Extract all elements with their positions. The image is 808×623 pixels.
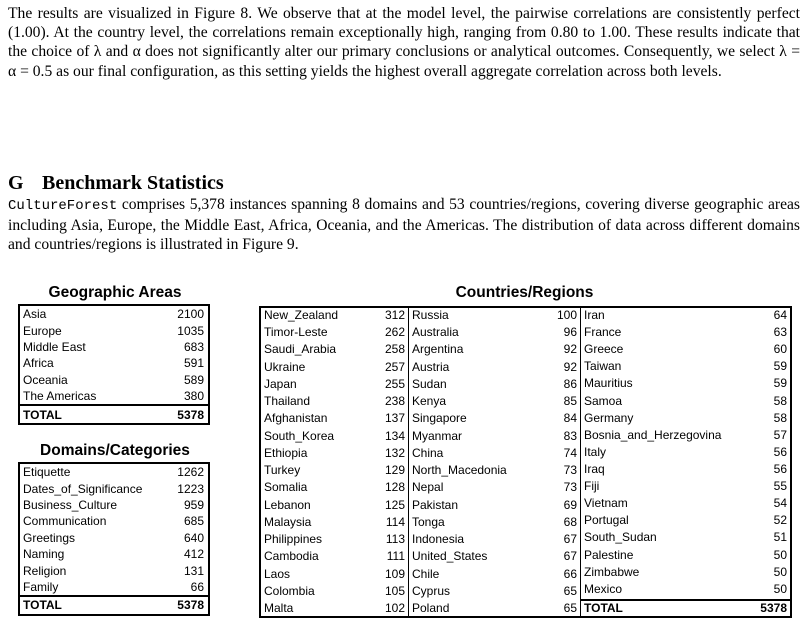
row-value: 83 <box>563 428 577 443</box>
row-label: Samoa <box>584 393 623 408</box>
row-value: 84 <box>563 411 577 426</box>
table-row <box>19 513 209 529</box>
intro-paragraph: The results are visualized in Figure 8. We observe that at the model level, the pairwise correlations are consistently perfect (1.00). At the country level, the correlations remain exceptionally high, ranging from 0.80 to 1.00. These results indicate that the choice of λ and α does not significantly alter our primary conclusions or analytical outcomes. Consequently, we select λ = α = 0.5 as our final configuration, as this setting yields the highest overall aggregate correlation across both levels. <box>8 5 800 80</box>
table-row <box>19 339 209 355</box>
row-value: 380 <box>183 389 204 404</box>
table-row <box>19 480 209 496</box>
row-value: 86 <box>563 376 577 391</box>
dataset-name: CultureForest <box>8 198 118 214</box>
row-value: 1262 <box>177 465 204 480</box>
row-label: Communication <box>23 514 107 529</box>
table-row <box>409 446 580 461</box>
row-value: 258 <box>384 342 405 357</box>
row-value: 54 <box>773 496 787 511</box>
table-row <box>261 411 408 426</box>
table-row <box>19 305 209 322</box>
table-row <box>581 445 790 460</box>
row-label: Business_Culture <box>23 497 118 512</box>
table-row <box>19 546 209 562</box>
total-value: 5378 <box>760 600 787 615</box>
row-value: 131 <box>183 563 204 578</box>
row-value: 66 <box>563 566 577 581</box>
row-label: Bosnia_and_Herzegovina <box>584 427 722 442</box>
table-row <box>581 462 790 477</box>
row-value: 85 <box>563 394 577 409</box>
row-value: 137 <box>384 411 405 426</box>
row-value: 113 <box>385 532 405 547</box>
row-label: Turkey <box>264 463 301 478</box>
row-value: 55 <box>773 479 787 494</box>
benchmark-paragraph-text: comprises 5,378 instances spanning 8 domains and 53 countries/regions, covering diverse geographic areas including Asia, Europe, the Middle East, Africa, Oceania, and the Americas. The distribution of data across different domains and countries/regions is illustrated in Figure 9. <box>8 196 800 254</box>
total-label: TOTAL <box>19 405 152 423</box>
row-value: 59 <box>773 359 787 374</box>
table-row <box>581 376 790 391</box>
table-row <box>581 513 790 528</box>
row-label: Malaysia <box>264 514 312 529</box>
row-label: Russia <box>412 308 449 322</box>
table-row <box>409 429 580 444</box>
row-value: 96 <box>563 325 577 340</box>
table-row <box>261 549 408 564</box>
row-value: 56 <box>773 444 787 459</box>
table-row <box>409 308 580 323</box>
row-label: South_Sudan <box>584 530 657 545</box>
table-row <box>409 532 580 547</box>
row-label: Ukraine <box>264 359 306 374</box>
table-row <box>409 342 580 357</box>
row-label: Philippines <box>264 532 323 547</box>
row-label: Family <box>23 579 59 594</box>
row-value: 114 <box>385 514 405 529</box>
section-heading <box>8 172 224 195</box>
row-label: Saudi_Arabia <box>264 342 337 357</box>
row-label: Naming <box>23 547 65 562</box>
benchmark-paragraph <box>8 195 800 255</box>
table-row <box>261 498 408 513</box>
table-row <box>19 562 209 578</box>
row-value: 312 <box>384 308 405 322</box>
countries-column-3 <box>580 308 790 616</box>
total-label: TOTAL <box>19 596 168 614</box>
row-label: Indonesia <box>412 532 465 547</box>
row-label: Mexico <box>584 581 623 596</box>
row-value: 50 <box>773 564 787 579</box>
row-value: 58 <box>773 410 787 425</box>
row-label: Argentina <box>412 342 464 357</box>
row-value: 65 <box>563 583 577 598</box>
row-value: 52 <box>773 513 787 528</box>
row-value: 640 <box>183 530 204 545</box>
row-value: 59 <box>773 376 787 391</box>
row-value: 1035 <box>177 323 204 338</box>
row-value: 683 <box>183 339 204 354</box>
row-label: Cyprus <box>412 583 451 598</box>
row-label: Fiji <box>584 479 600 494</box>
table-row <box>19 463 209 480</box>
row-label: Afghanistan <box>264 411 328 426</box>
row-label: Asia <box>23 307 47 322</box>
section-title: Benchmark Statistics <box>42 172 224 194</box>
row-label: Palestine <box>584 547 634 562</box>
row-value: 60 <box>773 342 787 357</box>
row-value: 66 <box>190 579 204 594</box>
total-row <box>19 596 209 614</box>
table-row <box>261 601 408 616</box>
table-row <box>409 567 580 582</box>
row-label: Iran <box>584 308 605 322</box>
row-label: Sudan <box>412 376 447 391</box>
geo-table-title: Geographic Areas <box>48 284 182 301</box>
total-value: 5378 <box>152 405 209 423</box>
table-row <box>581 530 790 545</box>
table-row <box>581 411 790 426</box>
row-value: 63 <box>773 325 787 340</box>
row-value: 125 <box>384 497 405 512</box>
table-row <box>409 584 580 599</box>
row-label: Greece <box>584 342 624 357</box>
table-row <box>261 463 408 478</box>
row-label: Malta <box>264 600 294 615</box>
row-label: Pakistan <box>412 497 459 512</box>
table-row <box>261 480 408 495</box>
row-value: 132 <box>384 445 405 460</box>
table-row <box>261 446 408 461</box>
countries-column-2 <box>408 308 580 616</box>
row-value: 92 <box>563 342 577 357</box>
row-value: 64 <box>773 308 787 322</box>
table-row <box>261 532 408 547</box>
table-row <box>581 496 790 511</box>
row-label: Mauritius <box>584 376 633 391</box>
row-label: France <box>584 325 622 340</box>
row-label: Japan <box>264 376 297 391</box>
table-row <box>581 548 790 563</box>
row-label: Zimbabwe <box>584 564 640 579</box>
row-value: 959 <box>183 497 204 512</box>
row-label: Poland <box>412 600 450 615</box>
row-label: Singapore <box>412 411 467 426</box>
row-value: 128 <box>384 480 405 495</box>
domains-table-title: Domains/Categories <box>40 442 190 459</box>
table-row <box>19 372 209 388</box>
row-value: 105 <box>384 583 405 598</box>
row-value: 1223 <box>177 481 204 496</box>
table-row <box>261 429 408 444</box>
table-row <box>581 342 790 357</box>
row-value: 74 <box>563 445 577 460</box>
row-value: 65 <box>563 600 577 615</box>
table-row <box>581 479 790 494</box>
row-value: 92 <box>563 359 577 374</box>
countries-table <box>259 306 792 618</box>
table-row <box>19 579 209 596</box>
row-value: 51 <box>773 530 787 545</box>
table-row <box>261 360 408 375</box>
row-value: 262 <box>384 325 405 340</box>
total-value: 5378 <box>168 596 209 614</box>
table-row <box>409 463 580 478</box>
table-row <box>261 325 408 340</box>
table-row <box>409 515 580 530</box>
row-label: Kenya <box>412 394 447 409</box>
countries-table-title: Countries/Regions <box>455 284 594 301</box>
table-row <box>409 325 580 340</box>
table-row <box>581 428 790 443</box>
row-label: Dates_of_Significance <box>23 481 143 496</box>
table-row <box>261 342 408 357</box>
row-value: 50 <box>773 547 787 562</box>
row-label: Colombia <box>264 583 315 598</box>
row-label: Europe <box>23 323 62 338</box>
table-row <box>261 567 408 582</box>
row-label: New_Zealand <box>264 308 339 322</box>
row-label: South_Korea <box>264 428 335 443</box>
table-row <box>19 530 209 546</box>
row-label: Austria <box>412 359 450 374</box>
table-row <box>409 549 580 564</box>
row-value: 589 <box>183 372 204 387</box>
table-row <box>409 480 580 495</box>
row-label: Tonga <box>412 514 445 529</box>
row-label: Taiwan <box>584 359 622 374</box>
row-label: Germany <box>584 410 634 425</box>
row-label: Australia <box>412 325 459 340</box>
table-row <box>409 377 580 392</box>
row-value: 73 <box>563 480 577 495</box>
row-label: Portugal <box>584 513 629 528</box>
table-row <box>19 322 209 338</box>
table-row <box>261 515 408 530</box>
row-label: Nepal <box>412 480 444 495</box>
row-label: Myanmar <box>412 428 463 443</box>
row-label: Thailand <box>264 394 311 409</box>
row-value: 257 <box>384 359 405 374</box>
row-label: Timor-Leste <box>264 325 328 340</box>
total-row <box>581 599 790 616</box>
row-value: 2100 <box>177 307 204 322</box>
row-value: 67 <box>563 549 577 564</box>
row-value: 129 <box>384 463 405 478</box>
table-row <box>409 360 580 375</box>
table-row <box>581 565 790 580</box>
table-row <box>409 498 580 513</box>
row-value: 111 <box>386 549 405 564</box>
row-value: 238 <box>384 394 405 409</box>
table-row <box>261 394 408 409</box>
row-label: Ethiopia <box>264 445 308 460</box>
row-label: Oceania <box>23 372 68 387</box>
countries-column-1 <box>261 308 408 616</box>
row-label: Religion <box>23 563 67 578</box>
row-label: Etiquette <box>23 465 71 480</box>
row-label: Greetings <box>23 530 76 545</box>
table-row <box>409 601 580 616</box>
table-row <box>261 308 408 323</box>
row-value: 69 <box>563 497 577 512</box>
table-row <box>409 411 580 426</box>
row-value: 109 <box>384 566 405 581</box>
total-row <box>19 405 209 423</box>
row-label: Somalia <box>264 480 308 495</box>
table-row <box>261 377 408 392</box>
row-value: 412 <box>183 547 204 562</box>
row-label: United_States <box>412 549 488 564</box>
row-label: Africa <box>23 356 54 371</box>
row-label: Laos <box>264 566 291 581</box>
row-label: Lebanon <box>264 497 311 512</box>
row-value: 56 <box>773 461 787 476</box>
row-value: 50 <box>773 581 787 596</box>
table-row <box>581 359 790 374</box>
table-row <box>19 388 209 405</box>
row-label: Vietnam <box>584 496 628 511</box>
table-row <box>19 497 209 513</box>
row-value: 685 <box>183 514 204 529</box>
row-label: Chile <box>412 566 440 581</box>
section-number: G <box>8 172 24 194</box>
row-value: 58 <box>773 393 787 408</box>
row-value: 73 <box>563 463 577 478</box>
row-label: Cambodia <box>264 549 319 564</box>
row-value: 57 <box>773 427 787 442</box>
row-label: Italy <box>584 444 607 459</box>
table-row <box>19 355 209 371</box>
row-value: 102 <box>384 600 405 615</box>
row-label: Iraq <box>584 461 605 476</box>
row-value: 67 <box>563 532 577 547</box>
geo-table <box>18 304 210 425</box>
row-label: China <box>412 445 444 460</box>
row-value: 68 <box>563 514 577 529</box>
row-label: Middle East <box>23 339 86 354</box>
domains-table <box>18 462 210 616</box>
row-label: North_Macedonia <box>412 463 507 478</box>
table-row <box>581 394 790 409</box>
table-row <box>581 325 790 340</box>
table-row <box>409 394 580 409</box>
row-value: 134 <box>384 428 405 443</box>
table-row <box>581 582 790 597</box>
row-label: The Americas <box>23 389 97 404</box>
total-label: TOTAL <box>584 600 623 615</box>
row-value: 255 <box>384 376 405 391</box>
row-value: 100 <box>556 308 577 322</box>
row-value: 591 <box>183 356 204 371</box>
table-row <box>261 584 408 599</box>
table-row <box>581 308 790 323</box>
